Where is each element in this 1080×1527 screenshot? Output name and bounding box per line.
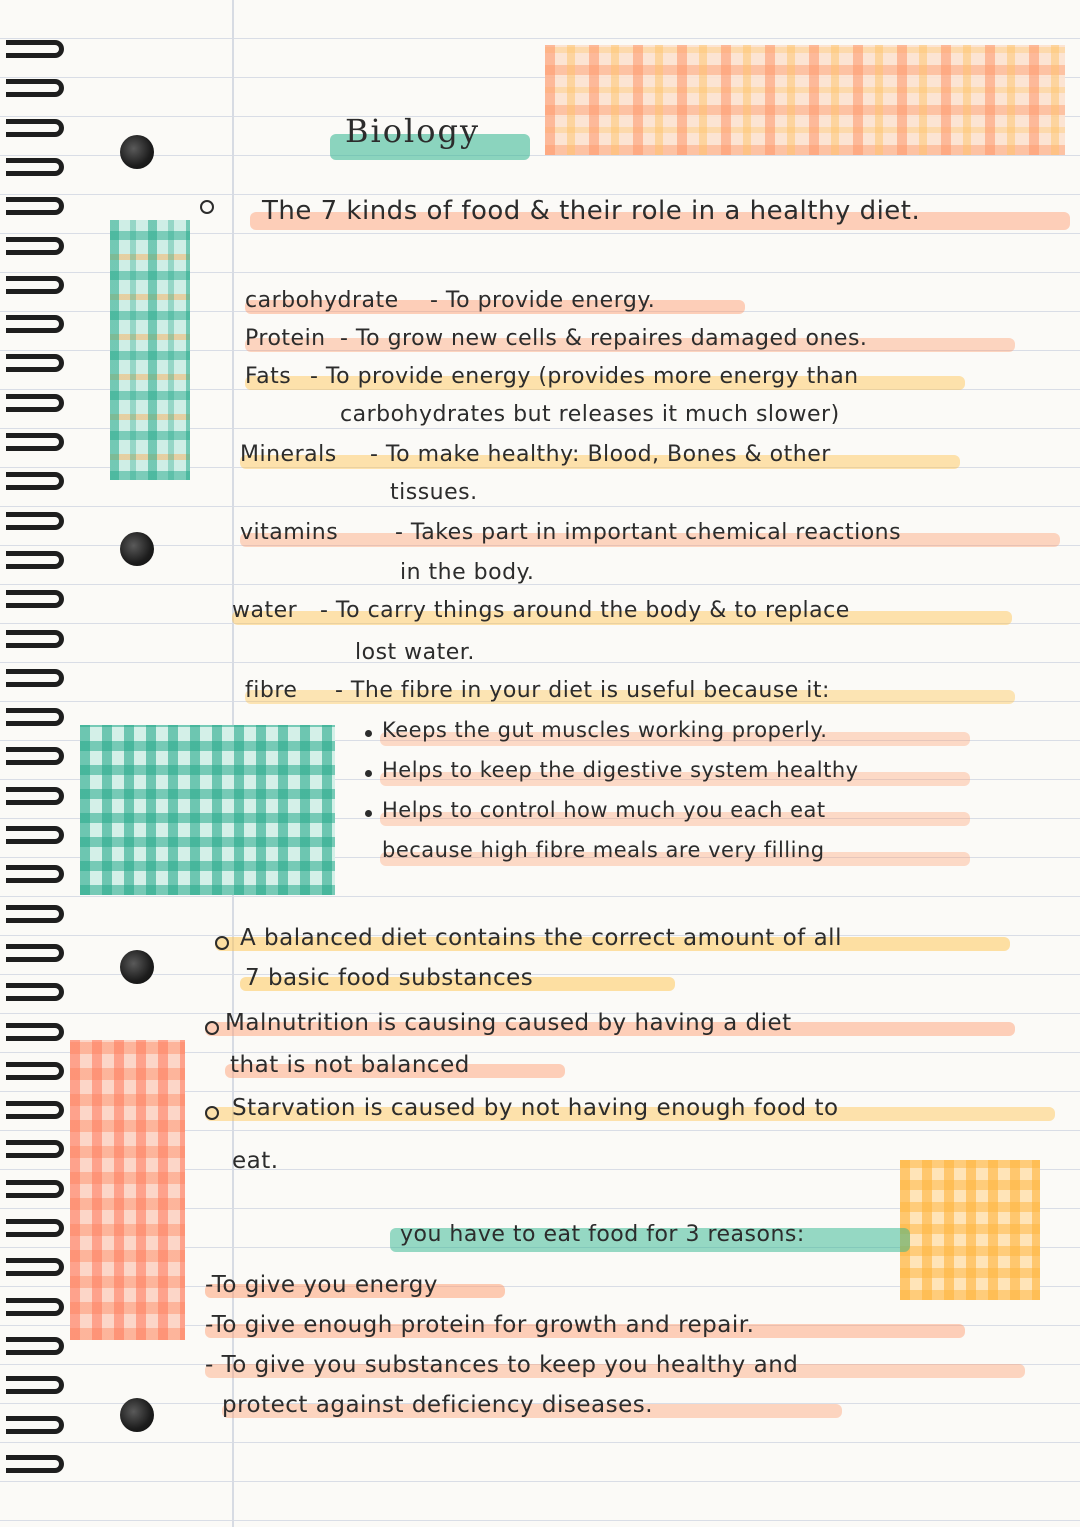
statement-line: 7 basic food substances: [245, 965, 534, 991]
food-role: tissues.: [390, 480, 478, 505]
spiral-coil: [6, 944, 64, 962]
food-name: Fats: [245, 364, 292, 389]
spiral-coil: [6, 1101, 64, 1119]
punch-hole: [120, 950, 154, 984]
food-role: - Takes part in important chemical reactions: [395, 520, 902, 545]
food-name: fibre: [245, 678, 298, 703]
statement-line: that is not balanced: [230, 1052, 470, 1078]
spiral-coil: [6, 630, 64, 648]
spiral-coil: [6, 747, 64, 765]
reason-line: -To give enough protein for growth and repair.: [205, 1312, 755, 1338]
food-role: - To grow new cells & repaires damaged ones.: [340, 326, 868, 351]
punch-hole: [120, 532, 154, 566]
spiral-coil: [6, 472, 64, 490]
page-title: Biology: [345, 112, 481, 150]
spiral-binding: [0, 40, 70, 1500]
spiral-coil: [6, 40, 64, 58]
food-name: carbohydrate: [245, 288, 399, 313]
food-name: Minerals: [240, 442, 337, 467]
spiral-coil: [6, 354, 64, 372]
reason-line: protect against deficiency diseases.: [222, 1392, 654, 1418]
spiral-coil: [6, 1298, 64, 1316]
bullet-point: [365, 810, 372, 817]
decorative-plaid-left-bottom: [70, 1040, 185, 1340]
reasons-heading: you have to eat food for 3 reasons:: [400, 1222, 805, 1247]
spiral-coil: [6, 1062, 64, 1080]
heading: The 7 kinds of food & their role in a healthy diet.: [262, 196, 921, 226]
spiral-coil: [6, 1140, 64, 1158]
punch-hole: [120, 1398, 154, 1432]
spiral-coil: [6, 158, 64, 176]
spiral-coil: [6, 119, 64, 137]
decorative-plaid-left-mid: [80, 725, 335, 895]
statement-line: Malnutrition is causing caused by having a diet: [225, 1010, 792, 1036]
spiral-coil: [6, 865, 64, 883]
food-role: in the body.: [400, 560, 535, 585]
spiral-coil: [6, 315, 64, 333]
spiral-coil: [6, 551, 64, 569]
spiral-coil: [6, 394, 64, 412]
food-name: Protein: [245, 326, 326, 351]
spiral-coil: [6, 197, 64, 215]
reason-line: -To give you energy: [205, 1272, 438, 1298]
spiral-coil: [6, 1416, 64, 1434]
spiral-coil: [6, 1219, 64, 1237]
spiral-coil: [6, 1455, 64, 1473]
spiral-coil: [6, 237, 64, 255]
spiral-coil: [6, 512, 64, 530]
food-role: carbohydrates but releases it much slower): [340, 402, 840, 427]
reason-line: - To give you substances to keep you healthy and: [205, 1352, 799, 1378]
statement-bullet: [205, 1021, 219, 1035]
decorative-plaid-bottom-right: [900, 1160, 1040, 1300]
spiral-coil: [6, 708, 64, 726]
spiral-coil: [6, 433, 64, 451]
spiral-coil: [6, 590, 64, 608]
spiral-coil: [6, 1023, 64, 1041]
spiral-coil: [6, 1180, 64, 1198]
spiral-coil: [6, 1337, 64, 1355]
statement-bullet: [215, 936, 229, 950]
spiral-coil: [6, 905, 64, 923]
food-name: water: [232, 598, 298, 623]
food-role: - To provide energy.: [430, 288, 656, 313]
food-role: - The fibre in your diet is useful because it:: [335, 678, 830, 703]
statement-bullet: [205, 1106, 219, 1120]
fibre-point: Helps to control how much you each eat: [382, 798, 826, 822]
spiral-coil: [6, 983, 64, 1001]
heading-bullet: [200, 200, 214, 214]
spiral-coil: [6, 79, 64, 97]
food-role: lost water.: [355, 640, 475, 665]
fibre-point: because high fibre meals are very filling: [382, 838, 825, 862]
bullet-point: [365, 770, 372, 777]
statement-line: A balanced diet contains the correct amount of all: [240, 925, 842, 951]
food-name: vitamins: [240, 520, 339, 545]
spiral-coil: [6, 669, 64, 687]
food-role: - To make healthy: Blood, Bones & other: [370, 442, 831, 467]
spiral-coil: [6, 1258, 64, 1276]
fibre-point: Keeps the gut muscles working properly.: [382, 718, 828, 742]
bullet-point: [365, 730, 372, 737]
spiral-coil: [6, 1376, 64, 1394]
decorative-plaid-left-top: [110, 220, 190, 480]
punch-hole: [120, 135, 154, 169]
fibre-point: Helps to keep the digestive system healthy: [382, 758, 859, 782]
decorative-plaid-top: [545, 45, 1065, 155]
spiral-coil: [6, 787, 64, 805]
statement-line: eat.: [232, 1148, 279, 1174]
spiral-coil: [6, 276, 64, 294]
food-role: - To provide energy (provides more energy than: [310, 364, 859, 389]
food-role: - To carry things around the body & to replace: [320, 598, 850, 623]
spiral-coil: [6, 826, 64, 844]
statement-line: Starvation is caused by not having enough food to: [232, 1095, 839, 1121]
